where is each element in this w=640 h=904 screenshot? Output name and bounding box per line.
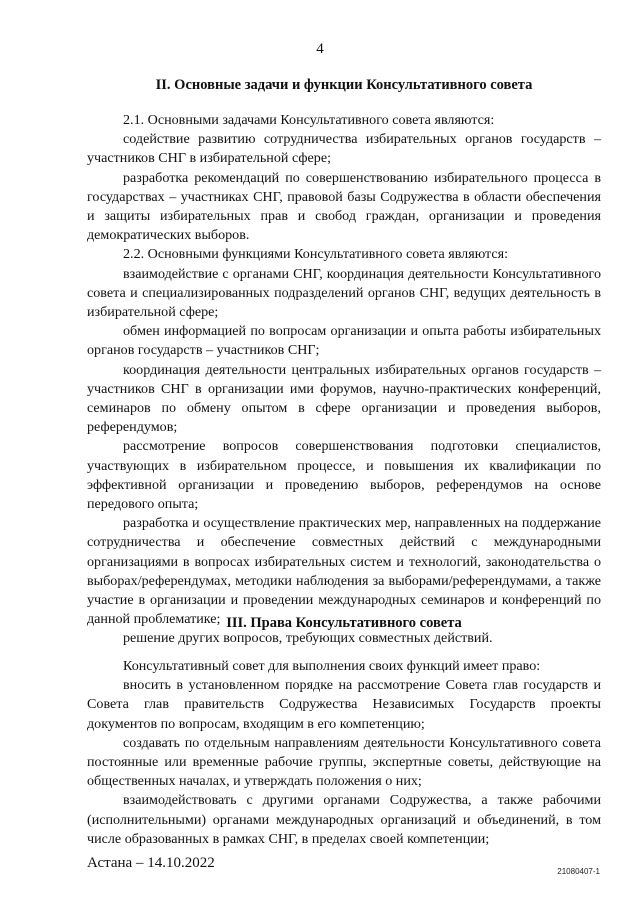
section-2-paragraph: решение других вопросов, требующих совместных действий.: [123, 630, 493, 647]
section-2-paragraph: содействие развитию сотрудничества избирательных органов государств – участников СНГ в избирательной сфере;: [87, 131, 601, 167]
section-2-paragraph: взаимодействие с органами СНГ, координация деятельности Консультативного совета и специализированных подразделений органов СНГ, ведущих деятельность в избирательной сфере;: [87, 265, 601, 321]
section-2-paragraph: обмен информацией по вопросам организации и опыта работы избирательных органов государств – участников СНГ;: [87, 323, 601, 359]
section-2-heading: II. Основные задачи и функции Консультативного совета: [155, 77, 533, 93]
footer-document-code: 21080407-1: [557, 867, 600, 876]
section-3-paragraph: Консультативный совет для выполнения своих функций имеет право:: [123, 658, 541, 674]
section-3-paragraph: взаимодействовать с другими органами Содружества, а также рабочими (исполнительными) органами международных организаций и объединений, в том числе образованных в рамках СНГ, в пределах своей компетенции;: [87, 792, 601, 847]
section-2-paragraph: 2.1. Основными задачами Консультативного совета являются:: [123, 112, 495, 128]
section-3-paragraph: вносить в установленном порядке на рассмотрение Совета глав государств и Совета глав правительств Содружества Независимых Государств проекты документов по вопросам, входящим в его компетенцию;: [87, 677, 601, 732]
page-number: 4: [316, 41, 324, 57]
section-2-paragraph: 2.2. Основными функциями Консультативного совета являются:: [123, 246, 509, 263]
section-2-paragraph: разработка рекомендаций по совершенствованию избирательного процесса в государствах – участниках СНГ, правовой базы Содружества в области обеспечения и защиты избирательных прав и свобод граждан, организации и проведения демократических выборов.: [87, 169, 601, 244]
section-2-paragraph: рассмотрение вопросов совершенствования подготовки специалистов, участвующих в избирательном процессе, и повышения их квалификации по эффективной организации и проведению выборов, референдумов на основе передового опыта;: [87, 438, 601, 513]
footer-place-date: Астана – 14.10.2022: [87, 855, 215, 871]
section-2-paragraph: разработка и осуществление практических мер, направленных на поддержание сотрудничества и обеспечение совместных действий с международными организациями в вопросах избирательных систем и технологий, законодательства о выборах/референдумах, методики наблюдения за выборами/референдумами, а также участие в организации и проведении международных семинаров и конференций по данной проблематике;: [87, 515, 601, 628]
section-2-paragraph: координация деятельности центральных избирательных органов государств – участников СНГ в организации ими форумов, научно-практических конференций, семинаров по обмену опытом в сфере организации и проведения выборов, референдумов;: [87, 361, 601, 436]
section-3-paragraph: создавать по отдельным направлениям деятельности Консультативного совета постоянные или временные рабочие группы, экспертные советы, действующие на общественных началах, и утверждать положения о них;: [87, 734, 601, 790]
section-3-body: [87, 657, 601, 849]
section-3-heading: III. Права Консультативного совета: [226, 615, 462, 631]
section-2-body: [87, 111, 601, 649]
